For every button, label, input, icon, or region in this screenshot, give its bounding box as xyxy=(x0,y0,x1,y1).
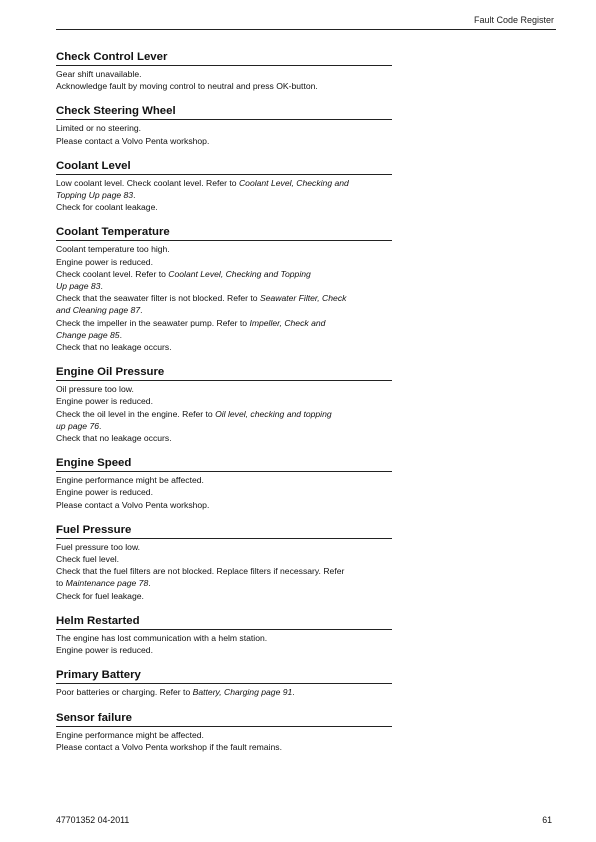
description-line xyxy=(56,541,392,553)
description-line xyxy=(56,341,392,353)
text-run: Engine performance might be affected. xyxy=(56,475,204,486)
text-run: Fuel pressure too low. xyxy=(56,541,141,552)
text-run: to xyxy=(56,578,66,589)
description-line xyxy=(56,632,392,644)
description-line xyxy=(56,420,392,432)
description-line xyxy=(56,408,392,420)
fault-heading: Check Control Lever xyxy=(56,50,392,66)
cross-reference: Up page 83 xyxy=(56,281,101,292)
description-line xyxy=(56,553,392,565)
description-line xyxy=(56,189,392,201)
header-rule xyxy=(56,29,556,30)
page-number: 61 xyxy=(542,815,552,825)
cross-reference: Oil level, checking and topping xyxy=(215,408,332,419)
text-run: . xyxy=(148,578,151,589)
fault-section xyxy=(56,365,392,444)
fault-section xyxy=(56,711,392,753)
fault-section xyxy=(56,159,392,214)
text-run: Gear shift unavailable. xyxy=(56,69,142,79)
text-run: Check for coolant leakage. xyxy=(56,202,158,213)
description-line xyxy=(56,122,392,134)
description-line xyxy=(56,304,392,316)
fault-heading: Primary Battery xyxy=(56,668,392,684)
description-line xyxy=(56,565,392,577)
cross-reference: and Cleaning page 87 xyxy=(56,305,141,316)
text-run: Check the impeller in the seawater pump. Refer to xyxy=(56,317,250,328)
fault-heading: Engine Speed xyxy=(56,456,392,472)
text-run: The engine has lost communication with a helm station. xyxy=(56,632,268,643)
fault-code-list xyxy=(56,50,392,765)
text-run: Oil pressure too low. xyxy=(56,384,134,395)
fault-heading: Sensor failure xyxy=(56,711,392,727)
fault-description xyxy=(56,243,392,353)
description-line xyxy=(56,201,392,213)
description-line xyxy=(56,686,392,698)
text-run: Check coolant level. Refer to xyxy=(56,268,169,279)
cross-reference: up page 76 xyxy=(56,420,100,431)
text-run: . xyxy=(100,281,103,292)
text-run: Poor batteries or charging. Refer to xyxy=(56,687,193,698)
text-run: Low coolant level. Check coolant level. Refer to xyxy=(56,177,239,188)
text-run: Check that no leakage occurs. xyxy=(56,342,172,353)
text-run: Please contact a Volvo Penta workshop. xyxy=(56,135,210,146)
text-run: . xyxy=(119,329,122,340)
text-run: Engine power is reduced. xyxy=(56,645,153,656)
text-run: Check fuel level. xyxy=(56,554,120,565)
description-line xyxy=(56,395,392,407)
description-line xyxy=(56,177,392,189)
description-line xyxy=(56,268,392,280)
description-line xyxy=(56,432,392,444)
fault-section xyxy=(56,225,392,353)
text-run: Coolant temperature too high. xyxy=(56,244,170,255)
text-run: Limited or no steering. xyxy=(56,123,142,134)
text-run: . xyxy=(99,420,102,431)
fault-description xyxy=(56,177,392,214)
text-run: Engine performance might be affected. xyxy=(56,729,204,740)
description-line xyxy=(56,729,392,741)
description-line xyxy=(56,317,392,329)
fault-section xyxy=(56,104,392,146)
description-line xyxy=(56,383,392,395)
cross-reference: Seawater Filter, Check xyxy=(259,293,347,304)
fault-heading: Coolant Temperature xyxy=(56,225,392,241)
description-line xyxy=(56,243,392,255)
fault-heading: Check Steering Wheel xyxy=(56,104,392,120)
fault-description xyxy=(56,729,392,753)
cross-reference: Battery, Charging page 91 xyxy=(192,687,293,698)
description-line xyxy=(56,292,392,304)
text-run: Check that the seawater filter is not blocked. Refer to xyxy=(56,293,260,304)
description-line xyxy=(56,590,392,602)
text-run: Engine power is reduced. xyxy=(56,487,153,498)
description-line xyxy=(56,474,392,486)
fault-heading: Helm Restarted xyxy=(56,614,392,630)
fault-description xyxy=(56,632,392,656)
fault-heading: Coolant Level xyxy=(56,159,392,175)
text-run: . xyxy=(292,687,295,698)
fault-section xyxy=(56,50,392,92)
text-run: Please contact a Volvo Penta workshop if the fault remains. xyxy=(56,741,282,752)
text-run: Check for fuel leakage. xyxy=(56,590,144,601)
fault-description xyxy=(56,541,392,602)
text-run: Acknowledge fault by moving control to neutral and press OK-button. xyxy=(56,81,318,92)
description-line xyxy=(56,68,392,80)
fault-description xyxy=(56,686,392,698)
fault-heading: Fuel Pressure xyxy=(56,523,392,539)
text-run: Please contact a Volvo Penta workshop. xyxy=(56,499,210,510)
fault-description xyxy=(56,383,392,444)
document-number: 47701352 04-2011 xyxy=(56,815,130,825)
text-run: . xyxy=(133,190,136,201)
fault-section xyxy=(56,523,392,602)
text-run: Check the oil level in the engine. Refer to xyxy=(56,408,216,419)
cross-reference: Impeller, Check and xyxy=(249,317,326,328)
fault-description xyxy=(56,122,392,146)
cross-reference: Topping Up page 83 xyxy=(56,190,134,201)
description-line xyxy=(56,256,392,268)
cross-reference: Coolant Level, Checking and xyxy=(238,177,349,188)
description-line xyxy=(56,329,392,341)
description-line xyxy=(56,135,392,147)
cross-reference: Coolant Level, Checking and Topping xyxy=(168,268,311,279)
fault-description xyxy=(56,68,392,92)
description-line xyxy=(56,486,392,498)
text-run: . xyxy=(140,305,143,316)
cross-reference: Change page 85 xyxy=(56,329,120,340)
description-line xyxy=(56,577,392,589)
fault-section xyxy=(56,668,392,698)
description-line xyxy=(56,280,392,292)
fault-heading: Engine Oil Pressure xyxy=(56,365,392,381)
description-line xyxy=(56,80,392,92)
text-run: Engine power is reduced. xyxy=(56,396,153,407)
description-line xyxy=(56,741,392,753)
fault-section xyxy=(56,614,392,656)
description-line xyxy=(56,499,392,511)
description-line xyxy=(56,644,392,656)
fault-section xyxy=(56,456,392,511)
fault-description xyxy=(56,474,392,511)
cross-reference: Maintenance page 78 xyxy=(65,578,149,589)
text-run: Engine power is reduced. xyxy=(56,256,153,267)
text-run: Check that the fuel filters are not blocked. Replace filters if necessary. Refer xyxy=(56,566,345,577)
running-header: Fault Code Register xyxy=(473,15,554,25)
text-run: Check that no leakage occurs. xyxy=(56,433,172,444)
